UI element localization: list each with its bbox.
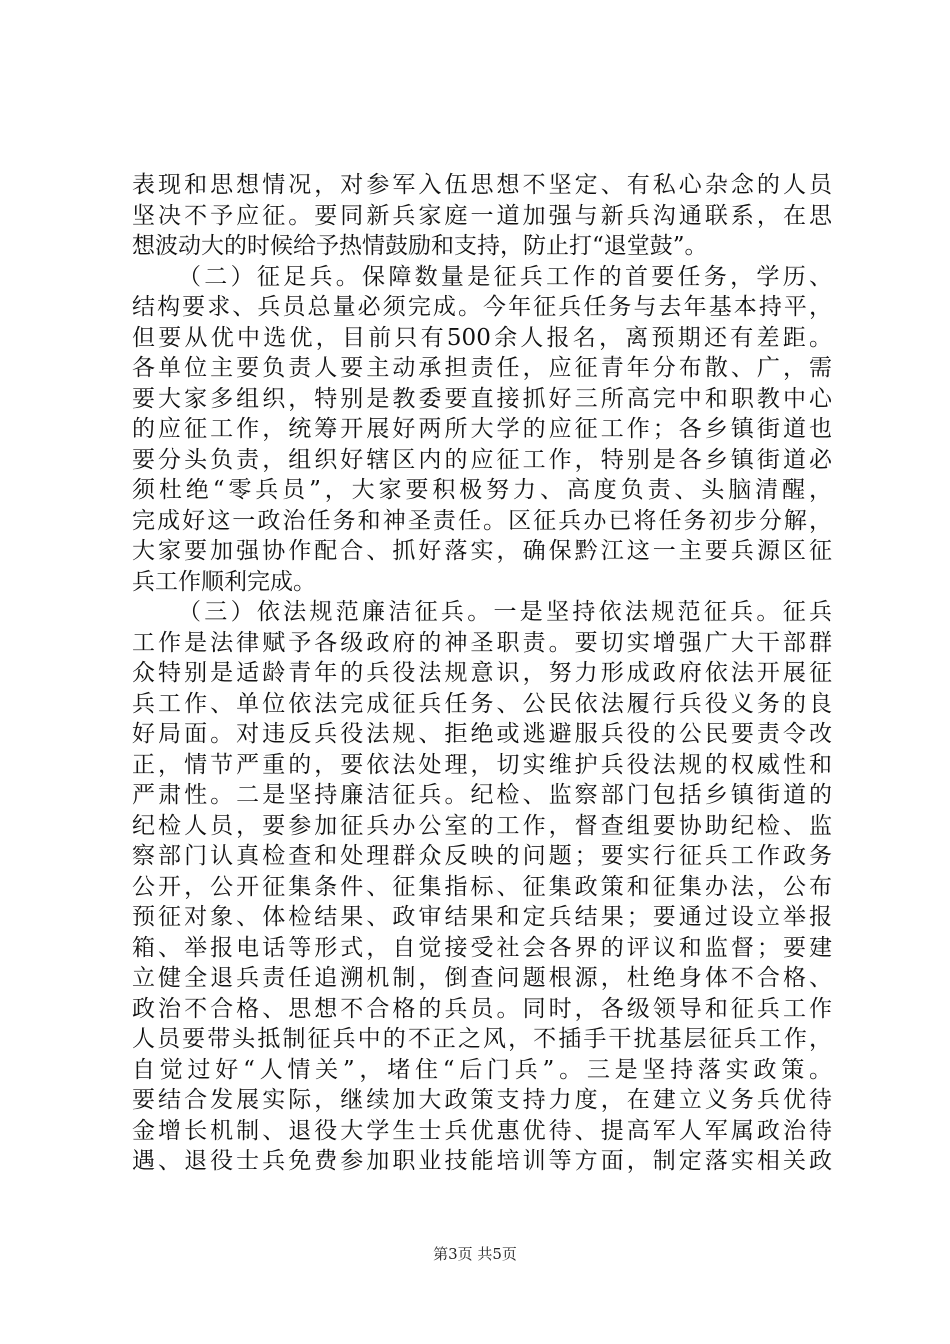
text-line: 金增长机制、退役大学生士兵优惠优待、提高军人军属政治待 bbox=[132, 1117, 832, 1144]
text-line: 纪检人员，要参加征兵办公室的工作，督查组要协助纪检、监 bbox=[132, 812, 832, 839]
text-line: （二）征足兵。保障数量是征兵工作的首要任务，学历、 bbox=[178, 263, 832, 290]
text-line: 要分头负责，组织好辖区内的应征工作，特别是各乡镇街道必 bbox=[132, 446, 832, 473]
text-line: 兵工作顺利完成。 bbox=[132, 568, 316, 595]
text-line: 正，情节严重的，要依法处理，切实维护兵役法规的权威性和 bbox=[132, 751, 832, 778]
text-line: 的应征工作，统筹开展好两所大学的应征工作；各乡镇街道也 bbox=[132, 416, 832, 442]
text-line: 各单位主要负责人要主动承担责任，应征青年分布散、广，需 bbox=[132, 355, 832, 381]
text-line: 预征对象、体检结果、政审结果和定兵结果；要通过设立举报 bbox=[132, 904, 832, 930]
text-line: 政治不合格、思想不合格的兵员。同时，各级领导和征兵工作 bbox=[132, 995, 832, 1022]
text-line: 人员要带头抵制征兵中的不正之风，不插手干扰基层征兵工作， bbox=[132, 1026, 832, 1052]
text-line: 立健全退兵责任追溯机制，倒查问题根源，杜绝身体不合格、 bbox=[132, 965, 832, 991]
document-body bbox=[132, 170, 832, 1177]
text-line: 要大家多组织，特别是教委要直接抓好三所高完中和职教中心 bbox=[132, 385, 832, 412]
text-line: 自觉过好“人情关”，堵住“后门兵”。三是坚持落实政策。 bbox=[132, 1056, 832, 1083]
text-line: （三）依法规范廉洁征兵。一是坚持依法规范征兵。征兵 bbox=[178, 599, 832, 625]
text-line: 工作是法律赋予各级政府的神圣职责。要切实增强广大干部群 bbox=[132, 629, 832, 656]
text-line: 大家要加强协作配合、抓好落实，确保黔江这一主要兵源区征 bbox=[132, 538, 832, 564]
text-line: 公开，公开征集条件、征集指标、征集政策和征集办法，公布 bbox=[132, 873, 832, 900]
text-line: 想波动大的时候给予热情鼓励和支持，防止打“退堂鼓”。 bbox=[132, 233, 708, 259]
text-line: 表现和思想情况，对参军入伍思想不坚定、有私心杂念的人员 bbox=[132, 172, 832, 198]
text-line: 完成好这一政治任务和神圣责任。区征兵办已将任务初步分解， bbox=[132, 507, 832, 534]
text-line: 须杜绝“零兵员”，大家要积极努力、高度负责、头脑清醒， bbox=[132, 477, 832, 503]
text-line: 察部门认真检查和处理群众反映的问题；要实行征兵工作政务 bbox=[132, 843, 832, 869]
text-line: 坚决不予应征。要同新兵家庭一道加强与新兵沟通联系，在思 bbox=[132, 202, 832, 229]
page-footer: 第3页 共5页 bbox=[433, 1245, 517, 1263]
text-line: 兵工作、单位依法完成征兵任务、公民依法履行兵役义务的良 bbox=[132, 690, 832, 717]
text-line: 结构要求、兵员总量必须完成。今年征兵任务与去年基本持平， bbox=[132, 294, 832, 320]
text-line: 遇、退役士兵免费参加职业技能培训等方面，制定落实相关政 bbox=[132, 1148, 832, 1174]
text-line: 众特别是适龄青年的兵役法规意识，努力形成政府依法开展征 bbox=[132, 660, 832, 686]
text-line: 好局面。对违反兵役法规、拒绝或逃避服兵役的公民要责令改 bbox=[132, 721, 832, 747]
text-line: 箱、举报电话等形式，自觉接受社会各界的评议和监督；要建 bbox=[132, 934, 832, 961]
text-line: 要结合发展实际，继续加大政策支持力度，在建立义务兵优待 bbox=[132, 1087, 832, 1113]
text-line: 严肃性。二是坚持廉洁征兵。纪检、监察部门包括乡镇街道的 bbox=[132, 782, 832, 808]
text-line: 但要从优中选优，目前只有500余人报名，离预期还有差距。 bbox=[132, 324, 832, 351]
